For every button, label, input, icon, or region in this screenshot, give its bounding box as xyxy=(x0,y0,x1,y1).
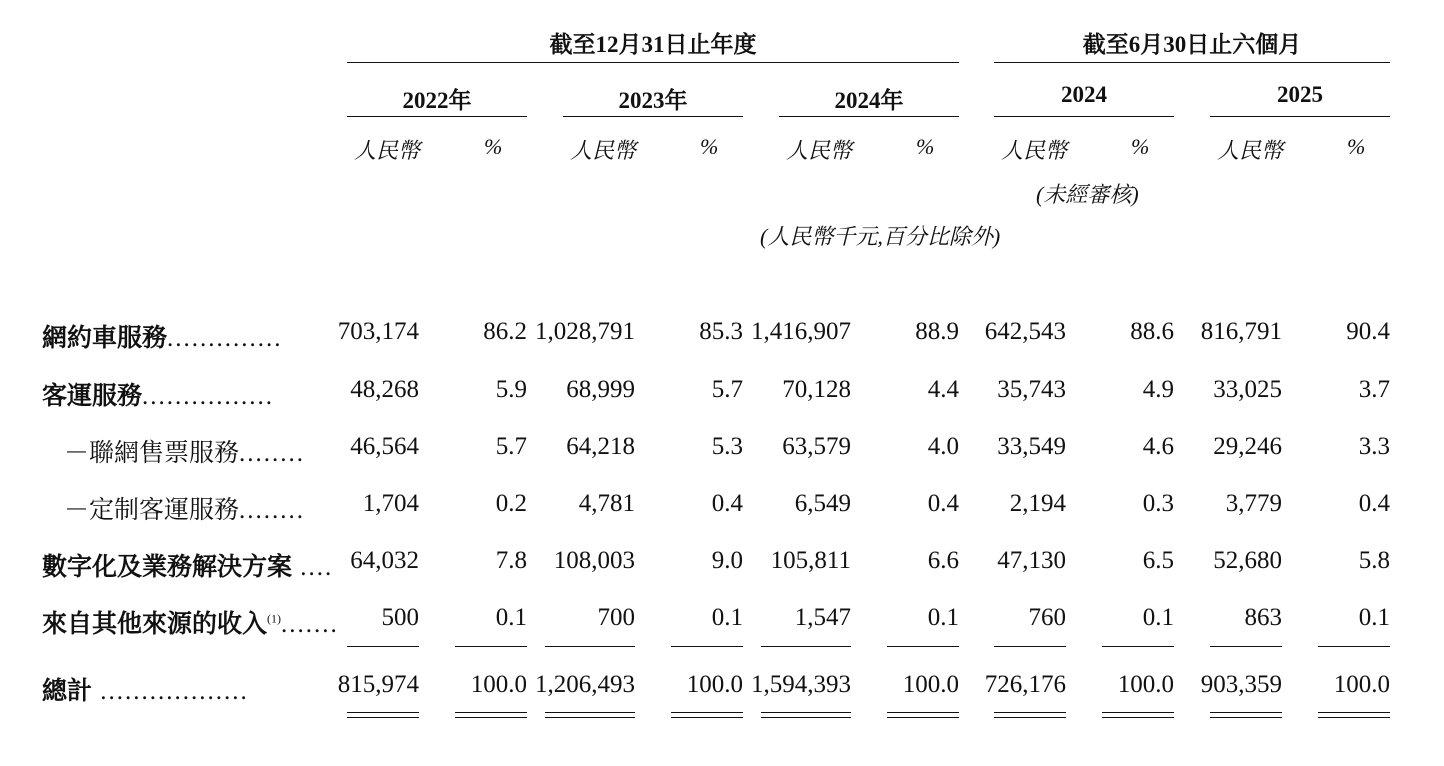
row-3-cell-rmb-2023: 4,781 xyxy=(578,490,635,517)
year-rule-2025-h1 xyxy=(1210,116,1390,117)
row-4-cell-pct-2024-h1: 6.5 xyxy=(1142,547,1174,574)
total-label xyxy=(42,671,249,707)
row-2-label-leader-dots: ........ xyxy=(239,440,306,467)
year-rule-2024-h1 xyxy=(994,116,1174,117)
unit-pct-2024-h1: % xyxy=(1131,134,1150,159)
group-header-six-months: 截至6月30日止六個月 xyxy=(1082,32,1302,57)
unit-pct-2025-h1: % xyxy=(1347,134,1366,159)
year-rule-2024 xyxy=(779,116,959,117)
total-cell-pct-2024: 100.0 xyxy=(902,671,959,698)
row-2-cell-rmb-2024-h1: 33,549 xyxy=(997,433,1066,460)
row-4-cell-pct-2025-h1: 5.8 xyxy=(1358,547,1390,574)
row-5-label-leader-dots: ....... xyxy=(281,611,339,638)
unit-rmb-2025-h1: 人民幣 xyxy=(1217,138,1284,163)
row-2-cell-pct-2022: 5.7 xyxy=(495,433,527,460)
row-5-cell-rmb-2022: 500 xyxy=(381,604,419,631)
row-0-cell-pct-2023: 85.3 xyxy=(699,318,743,345)
row-4-cell-rmb-2022: 64,032 xyxy=(350,547,419,574)
row-2-label xyxy=(64,433,305,469)
row-5-cell-rmb-2024-h1: 760 xyxy=(1028,604,1066,631)
row-1-cell-pct-2023: 5.7 xyxy=(711,376,743,403)
unit-rmb-2024: 人民幣 xyxy=(786,138,853,163)
total-cell-pct-2023: 100.0 xyxy=(686,671,743,698)
year-header-2025-h1: 2025 xyxy=(1277,82,1323,107)
row-1-cell-rmb-2024-h1: 35,743 xyxy=(997,376,1066,403)
row-1-cell-pct-2025-h1: 3.7 xyxy=(1358,376,1390,403)
row-1-cell-pct-2022: 5.9 xyxy=(495,376,527,403)
group-header-six-months-rule xyxy=(994,62,1390,63)
total-cell-rmb-2025-h1: 903,359 xyxy=(1200,671,1282,698)
year-rule-2022 xyxy=(347,116,527,117)
total-cell-rmb-2024-h1: 726,176 xyxy=(984,671,1066,698)
subtotal-rule-rmb-2024-h1 xyxy=(994,646,1066,647)
row-3-label-leader-dots: ........ xyxy=(239,497,306,524)
row-0-cell-rmb-2023: 1,028,791 xyxy=(535,318,635,345)
total-double-rule-pct-2024-h1 xyxy=(1102,712,1174,718)
row-0-label-text: 網約車服務 xyxy=(42,325,168,352)
row-4-label-text: 數字化及業務解決方案 xyxy=(42,554,293,581)
row-0-cell-pct-2025-h1: 90.4 xyxy=(1346,318,1390,345)
subtotal-rule-pct-2025-h1 xyxy=(1318,646,1390,647)
total-cell-pct-2025-h1: 100.0 xyxy=(1333,671,1390,698)
total-double-rule-pct-2023 xyxy=(671,712,743,718)
group-header-annual: 截至12月31日止年度 xyxy=(549,32,757,57)
subtotal-rule-rmb-2022 xyxy=(347,646,419,647)
row-0-cell-pct-2024: 88.9 xyxy=(915,318,959,345)
unit-pct-2022: % xyxy=(484,134,503,159)
row-5-cell-rmb-2023: 700 xyxy=(597,604,635,631)
row-3-cell-pct-2024: 0.4 xyxy=(927,490,959,517)
total-double-rule-pct-2024 xyxy=(887,712,959,718)
subtotal-rule-pct-2024 xyxy=(887,646,959,647)
unit-rmb-2022: 人民幣 xyxy=(354,138,421,163)
row-5-label-footnote-marker: (1) xyxy=(267,611,282,626)
row-5-cell-pct-2024-h1: 0.1 xyxy=(1142,604,1174,631)
total-double-rule-rmb-2024-h1 xyxy=(994,712,1066,718)
row-1-label xyxy=(42,376,274,412)
subtotal-rule-pct-2023 xyxy=(671,646,743,647)
row-5-cell-rmb-2024: 1,547 xyxy=(794,604,851,631)
total-label-text: 總計 xyxy=(42,678,93,705)
total-double-rule-pct-2022 xyxy=(455,712,527,718)
row-3-cell-rmb-2024-h1: 2,194 xyxy=(1009,490,1066,517)
row-0-cell-rmb-2024: 1,416,907 xyxy=(751,318,851,345)
row-0-cell-rmb-2022: 703,174 xyxy=(337,318,419,345)
row-4-cell-rmb-2024-h1: 47,130 xyxy=(997,547,1066,574)
subtotal-rule-rmb-2025-h1 xyxy=(1210,646,1282,647)
row-5-cell-pct-2025-h1: 0.1 xyxy=(1358,604,1390,631)
row-1-cell-rmb-2022: 48,268 xyxy=(350,376,419,403)
total-label-leader-dots: .................. xyxy=(92,678,249,705)
row-2-cell-rmb-2022: 46,564 xyxy=(350,433,419,460)
subtotal-rule-pct-2024-h1 xyxy=(1102,646,1174,647)
row-0-cell-rmb-2024-h1: 642,543 xyxy=(984,318,1066,345)
row-2-cell-rmb-2025-h1: 29,246 xyxy=(1213,433,1282,460)
total-cell-rmb-2022: 815,974 xyxy=(337,671,419,698)
row-3-cell-pct-2023: 0.4 xyxy=(711,490,743,517)
row-5-cell-pct-2022: 0.1 xyxy=(495,604,527,631)
total-cell-rmb-2024: 1,594,393 xyxy=(751,671,851,698)
row-5-label-text: 來自其他來源的收入 xyxy=(42,611,268,638)
row-4-cell-rmb-2023: 108,003 xyxy=(553,547,635,574)
row-0-label xyxy=(42,318,283,354)
row-0-cell-pct-2022: 86.2 xyxy=(483,318,527,345)
row-0-cell-pct-2024-h1: 88.6 xyxy=(1130,318,1174,345)
subtotal-rule-rmb-2024 xyxy=(761,646,851,647)
row-2-cell-rmb-2023: 64,218 xyxy=(566,433,635,460)
row-1-cell-pct-2024-h1: 4.9 xyxy=(1142,376,1174,403)
subtotal-rule-rmb-2023 xyxy=(545,646,635,647)
row-3-label xyxy=(64,490,305,526)
row-1-cell-pct-2024: 4.4 xyxy=(927,376,959,403)
total-cell-pct-2022: 100.0 xyxy=(470,671,527,698)
row-3-cell-rmb-2025-h1: 3,779 xyxy=(1225,490,1282,517)
row-2-cell-pct-2025-h1: 3.3 xyxy=(1358,433,1390,460)
total-double-rule-rmb-2023 xyxy=(545,712,635,718)
row-4-cell-pct-2022: 7.8 xyxy=(495,547,527,574)
row-1-cell-rmb-2024: 70,128 xyxy=(782,376,851,403)
total-cell-rmb-2023: 1,206,493 xyxy=(535,671,635,698)
row-4-label-leader-dots: .... xyxy=(292,554,334,581)
row-2-cell-pct-2023: 5.3 xyxy=(711,433,743,460)
unit-rmb-2023: 人民幣 xyxy=(570,138,637,163)
unit-rmb-2024-h1: 人民幣 xyxy=(1001,138,1068,163)
row-1-cell-rmb-2023: 68,999 xyxy=(566,376,635,403)
row-4-cell-pct-2024: 6.6 xyxy=(927,547,959,574)
row-5-cell-pct-2023: 0.1 xyxy=(711,604,743,631)
row-2-cell-pct-2024: 4.0 xyxy=(927,433,959,460)
total-double-rule-rmb-2022 xyxy=(347,712,419,718)
row-2-label-text: －聯網售票服務 xyxy=(64,440,240,467)
row-4-cell-rmb-2025-h1: 52,680 xyxy=(1213,547,1282,574)
row-3-cell-pct-2024-h1: 0.3 xyxy=(1142,490,1174,517)
total-cell-pct-2024-h1: 100.0 xyxy=(1117,671,1174,698)
row-0-cell-rmb-2025-h1: 816,791 xyxy=(1200,318,1282,345)
subtotal-rule-pct-2022 xyxy=(455,646,527,647)
row-4-cell-rmb-2024: 105,811 xyxy=(770,547,851,574)
row-3-label-text: －定制客運服務 xyxy=(64,497,240,524)
row-3-cell-pct-2022: 0.2 xyxy=(495,490,527,517)
row-3-cell-pct-2025-h1: 0.4 xyxy=(1358,490,1390,517)
year-header-2024: 2024年 xyxy=(834,88,904,113)
row-5-cell-pct-2024: 0.1 xyxy=(927,604,959,631)
row-4-cell-pct-2023: 9.0 xyxy=(711,547,743,574)
total-double-rule-rmb-2025-h1 xyxy=(1210,712,1282,718)
unaudited-note: (未經審核) xyxy=(1036,182,1139,207)
year-header-2024-h1: 2024 xyxy=(1061,82,1107,107)
currency-note: (人民幣千元,百分比除外) xyxy=(760,224,1001,249)
row-2-cell-pct-2024-h1: 4.6 xyxy=(1142,433,1174,460)
row-0-label-leader-dots: .............. xyxy=(167,325,283,352)
row-5-cell-rmb-2025-h1: 863 xyxy=(1244,604,1282,631)
year-header-2023: 2023年 xyxy=(618,88,688,113)
row-3-cell-rmb-2024: 6,549 xyxy=(794,490,851,517)
unit-pct-2023: % xyxy=(700,134,719,159)
group-header-annual-rule xyxy=(347,62,959,63)
year-rule-2023 xyxy=(563,116,743,117)
row-2-cell-rmb-2024: 63,579 xyxy=(782,433,851,460)
row-1-cell-rmb-2025-h1: 33,025 xyxy=(1213,376,1282,403)
row-1-label-leader-dots: ................ xyxy=(142,383,275,410)
total-double-rule-pct-2025-h1 xyxy=(1318,712,1390,718)
year-header-2022: 2022年 xyxy=(402,88,472,113)
total-double-rule-rmb-2024 xyxy=(761,712,851,718)
row-1-label-text: 客運服務 xyxy=(42,383,143,410)
unit-pct-2024: % xyxy=(916,134,935,159)
row-3-cell-rmb-2022: 1,704 xyxy=(362,490,419,517)
